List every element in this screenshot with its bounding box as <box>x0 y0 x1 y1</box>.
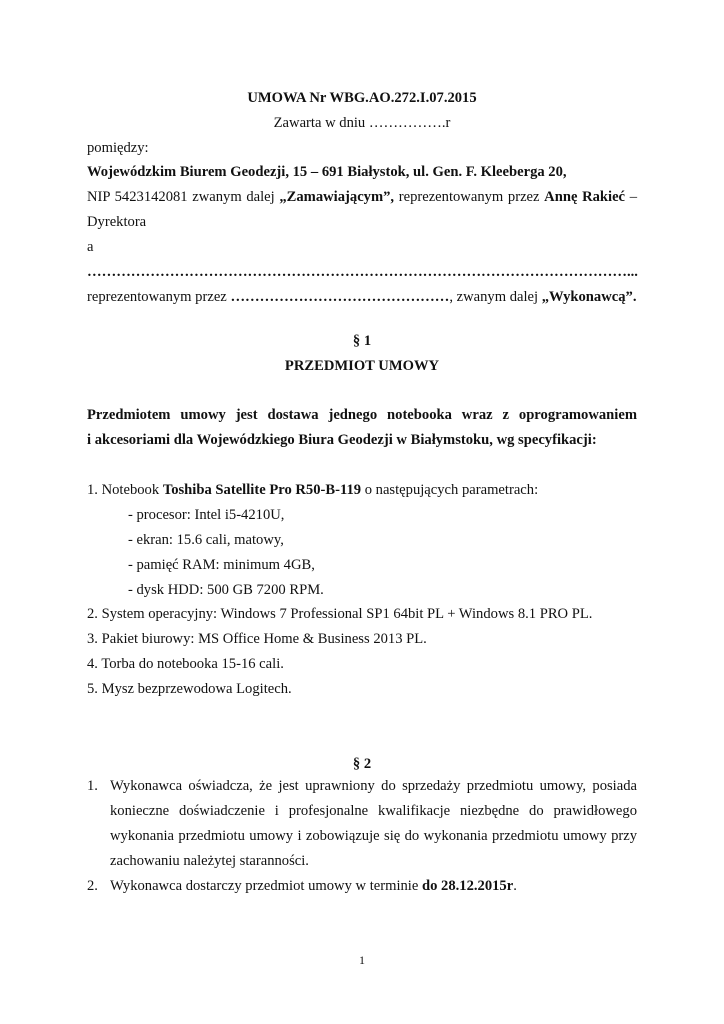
param-processor: - procesor: Intel i5-4210U, <box>128 507 285 523</box>
page-number: 1 <box>359 953 365 967</box>
param-ram: - pamięć RAM: minimum 4GB, <box>128 557 315 573</box>
party2-mid: , zwanym dalej <box>449 289 542 305</box>
section-1-heading: PRZEDMIOT UMOWY <box>284 358 440 374</box>
item-2: 2. System operacyjny: Windows 7 Professional SP1 64bit PL + Windows 8.1 PRO PL. <box>87 606 593 622</box>
item-1-prefix: 1. Notebook <box>87 482 163 498</box>
party1-alias: „Zamawiającym”, <box>279 189 395 205</box>
contract-title: UMOWA Nr WBG.AO.272.I.07.2015 <box>247 90 477 106</box>
sec2-p2-line <box>110 877 517 895</box>
party2-alias: „Wykonawcą”. <box>541 289 637 305</box>
rep-name: Annę Rakieć <box>544 189 626 205</box>
party1-name: Wojewódzkim Biurem Geodezji, 15 – 691 Białystok, ul. Gen. F. Kleeberga 20, <box>87 164 567 180</box>
rep-prefix: reprezentowanym przez <box>394 189 545 205</box>
party1-nip-line <box>87 188 637 206</box>
and-label: a <box>87 239 94 255</box>
item-1-suffix: o następujących parametrach: <box>361 482 539 498</box>
party2-rep-prefix: reprezentowanym przez <box>87 289 231 305</box>
item-1 <box>87 481 538 499</box>
sec2-p2-date: do 28.12.2015r <box>421 878 514 894</box>
nip-prefix: NIP 5423142081 zwanym dalej <box>87 189 280 205</box>
dots-line: …………………………………………………………………………………………………... <box>87 264 638 280</box>
item-5: 5. Mysz bezprzewodowa Logitech. <box>87 681 292 697</box>
sec2-p1-line-3: wykonania przedmiotu umowy i zobowiązuje się do wykonania przedmiotu umowy przy <box>110 828 637 844</box>
party2-line <box>87 288 636 306</box>
rep-suffix: – <box>625 189 637 205</box>
party1-role: Dyrektora <box>87 214 147 230</box>
intro-line-2: i akcesoriami dla Wojewódzkiego Biura Geodezji w Białymstoku, wg specyfikacji: <box>87 432 597 448</box>
sec2-p1-number: 1. <box>87 778 98 794</box>
sec2-p2-number: 2. <box>87 878 98 894</box>
item-1-model: Toshiba Satellite Pro R50-B-119 <box>162 482 362 498</box>
sec2-p2-prefix: Wykonawca dostarczy przedmiot umowy w terminie <box>110 878 422 894</box>
date-line: Zawarta w dniu …………….r <box>273 115 451 131</box>
intro-line-1: Przedmiotem umowy jest dostawa jednego notebooka wraz z oprogramowaniem <box>87 407 637 423</box>
sec2-p1-line-1: Wykonawca oświadcza, że jest uprawniony do sprzedaży przedmiotu umowy, posiada <box>110 778 637 794</box>
item-4: 4. Torba do notebooka 15-16 cali. <box>87 656 284 672</box>
section-1-mark: § 1 <box>352 333 372 349</box>
sec2-p1-line-2: konieczne doświadczenie i profesjonalne kwalifikacje niezbędne do prawidłowego <box>110 803 637 819</box>
item-3: 3. Pakiet biurowy: MS Office Home & Business 2013 PL. <box>87 631 427 647</box>
between-label: pomiędzy: <box>87 140 149 156</box>
sec2-p2-suffix: . <box>513 878 517 894</box>
param-hdd: - dysk HDD: 500 GB 7200 RPM. <box>128 582 324 598</box>
sec2-p1-line-4: zachowaniu należytej staranności. <box>110 853 309 869</box>
section-2-mark: § 2 <box>352 756 372 772</box>
param-screen: - ekran: 15.6 cali, matowy, <box>128 532 284 548</box>
party2-rep-dots: ……………………………………… <box>230 289 450 305</box>
